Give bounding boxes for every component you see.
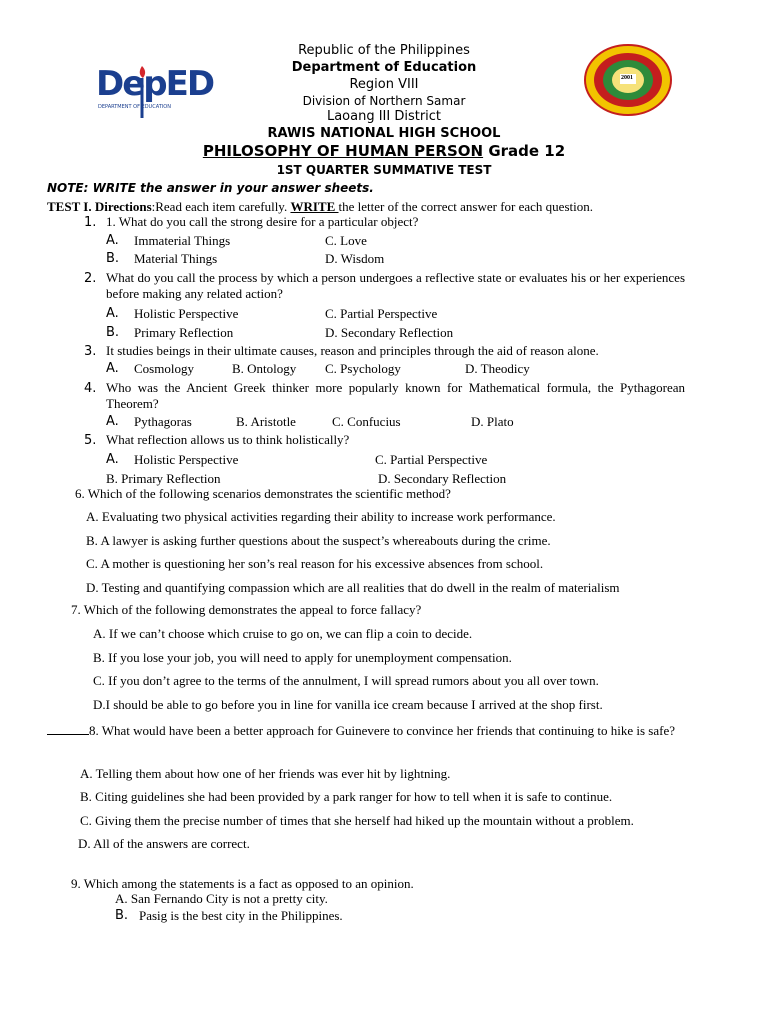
q7-option-d: D.I should be able to go before you in line for vanilla ice cream because I arrived at the shop first. [93, 697, 603, 712]
q6-option-d: D. Testing and quantifying compassion which are all realities that do dwell in the realm of materialism [86, 580, 620, 595]
q8-option-a: A. Telling them about how one of her friends was ever hit by lightning. [80, 766, 451, 781]
q3-option-a: Cosmology [134, 361, 194, 376]
q7-option-b: B. If you lose your job, you will need to apply for unemployment compensation. [93, 650, 512, 665]
q5-text: What reflection allows us to think holistically? [106, 432, 350, 447]
region-line: Region VIII [349, 77, 419, 92]
answer-note: NOTE: WRITE the answer in your answer sheets. [47, 181, 374, 195]
seal-year: 2001 [621, 75, 633, 81]
q1-option-d: D. Wisdom [325, 251, 385, 266]
q4-option-c: C. Confucius [332, 414, 401, 429]
q4-text: Who was the Ancient Greek thinker more popularly known for Mathematical formula, the Pythagorean Theorem? [106, 380, 685, 411]
department-line: Department of Education [291, 60, 477, 75]
q3-number: 3. [84, 344, 97, 359]
q2-option-a: Holistic Perspective [134, 306, 239, 321]
q8-text: 8. What would have been a better approach for Guinevere to convince her friends that continuing to hike is safe? [89, 723, 675, 738]
q2-b-letter: B. [106, 325, 120, 340]
deped-logo-text: DepED [96, 64, 214, 104]
test1-directions [47, 199, 593, 215]
q2-option-b: Primary Reflection [134, 325, 234, 340]
q7-text: 7. Which of the following demonstrates the appeal to force fallacy? [71, 602, 422, 617]
test1-text-b: the letter of the correct answer for each question. [338, 199, 593, 214]
q5-option-c: C. Partial Perspective [375, 452, 488, 467]
q4-a-letter: A. [106, 414, 119, 429]
q2-a-letter: A. [106, 306, 119, 321]
q2-option-c: C. Partial Perspective [325, 306, 438, 321]
q3-option-d: D. Theodicy [465, 361, 530, 376]
q8-block [47, 719, 716, 742]
test1-label: TEST I. Directions [47, 199, 152, 214]
q6-option-b: B. A lawyer is asking further questions about the suspect’s whereabouts during the crime. [86, 533, 551, 548]
q5-a-letter: A. [106, 452, 119, 467]
q3-text: It studies beings in their ultimate causes, reason and principles through the aid of reason alone. [106, 343, 599, 358]
q5-option-d: D. Secondary Reflection [378, 471, 507, 486]
q3-a-letter: A. [106, 361, 119, 376]
q5-number: 5. [84, 433, 97, 448]
q4-number: 4. [84, 381, 97, 396]
q1-b-letter: B. [106, 251, 120, 266]
q1-a-letter: A. [106, 233, 119, 248]
q9-option-a: A. San Fernando City is not a pretty city. [115, 891, 328, 906]
subject-title [0, 142, 768, 160]
q7-option-a: A. If we can’t choose which cruise to go on, we can flip a coin to decide. [93, 626, 473, 641]
test1-text-a: :Read each item carefully. [151, 199, 291, 214]
division-line: Division of Northern Samar [302, 94, 466, 108]
q7-option-c: C. If you don’t agree to the terms of the annulment, I will spread rumors about you all over town. [93, 673, 599, 688]
q1-text: 1. What do you call the strong desire for a particular object? [106, 214, 419, 229]
q9-text: 9. Which among the statements is a fact as opposed to an opinion. [71, 876, 414, 891]
q6-text: 6. Which of the following scenarios demonstrates the scientific method? [75, 486, 451, 501]
q1-option-b: Material Things [134, 251, 218, 266]
q8-option-d: D. All of the answers are correct. [78, 836, 250, 851]
q4-option-a: Pythagoras [134, 414, 192, 429]
q8-option-c: C. Giving them the precise number of times that she herself had hiked up the mountain without a problem. [80, 813, 634, 828]
q9-b-letter: B. [115, 908, 129, 923]
test-title: 1ST QUARTER SUMMATIVE TEST [276, 163, 492, 177]
subject-name: PHILOSOPHY OF HUMAN PERSON [202, 142, 484, 160]
q3-option-c: C. Psychology [325, 361, 401, 376]
q2-number: 2. [84, 271, 97, 286]
school-name: RAWIS NATIONAL HIGH SCHOOL [267, 126, 501, 141]
q5-option-b: B. Primary Reflection [106, 471, 221, 486]
q6-option-a: A. Evaluating two physical activities regarding their ability to increase work performance. [86, 509, 556, 524]
q5-option-a: Holistic Perspective [134, 452, 239, 467]
q8-option-b: B. Citing guidelines she had been provided by a park ranger for how to tell when it is safe to continue. [80, 789, 613, 804]
district-line: Laoang III District [326, 109, 442, 124]
q6-option-c: C. A mother is questioning her son’s real reason for his excessive absences from school. [86, 556, 544, 571]
q4-option-d: D. Plato [471, 414, 514, 429]
q8-answer-blank [47, 723, 89, 735]
q1-number: 1. [84, 215, 97, 230]
grade-level: Grade 12 [488, 142, 566, 160]
q1-option-c: C. Love [325, 233, 367, 248]
q3-option-b: B. Ontology [232, 361, 297, 376]
deped-logo-subtext: DEPARTMENT OF EDUCATION [98, 104, 171, 110]
q4-option-b: B. Aristotle [236, 414, 296, 429]
test1-write: WRITE [290, 199, 339, 214]
republic-line: Republic of the Philippines [298, 43, 470, 58]
q9-option-b: Pasig is the best city in the Philippines. [139, 908, 343, 923]
q2-option-d: D. Secondary Reflection [325, 325, 454, 340]
q1-option-a: Immaterial Things [134, 233, 231, 248]
q2-text: What do you call the process by which a person undergoes a reflective state or evaluates his or her experiences before making any related action? [106, 270, 685, 301]
